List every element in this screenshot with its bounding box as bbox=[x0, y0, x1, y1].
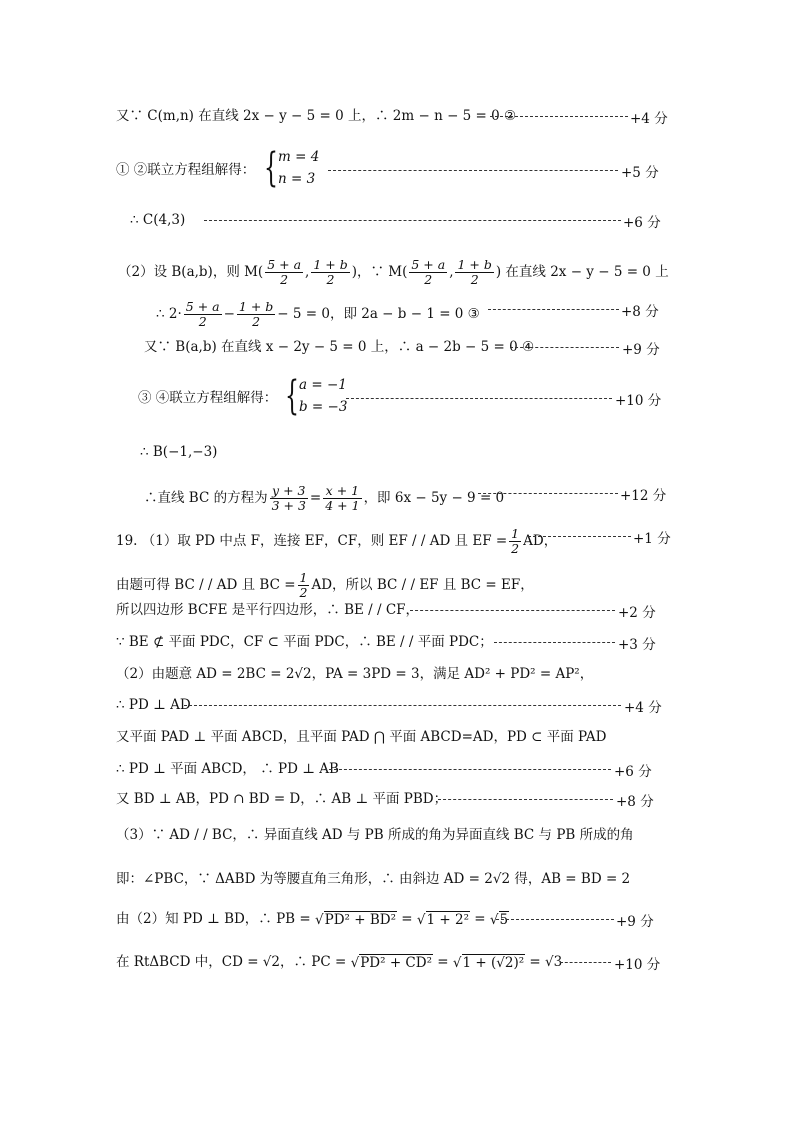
line-10-part-2: AD， bbox=[523, 533, 558, 549]
equals-sign: = bbox=[474, 911, 486, 927]
fraction bbox=[237, 300, 275, 329]
fraction bbox=[265, 258, 303, 287]
equals-sign: = bbox=[401, 911, 413, 927]
numerator: 1 bbox=[511, 526, 520, 541]
numerator: 1 + b bbox=[313, 257, 348, 272]
line-13-text: ∵ BE ⊄ 平面 PDC，CF ⊂ 平面 PDC，∴ BE / / 平面 PDC； bbox=[116, 634, 493, 650]
line-4-part-3: ) 在直线 2x − y − 5 = 0 上 bbox=[495, 264, 669, 280]
line-8 bbox=[0, 432, 794, 472]
fraction bbox=[311, 258, 349, 287]
score: +6 分 bbox=[623, 215, 661, 231]
square-root: √1 + 2² bbox=[416, 911, 469, 928]
dash-leader bbox=[346, 398, 612, 399]
line-7-prefix: ③ ④联立方程组解得： bbox=[138, 390, 278, 406]
numerator: 5 + a bbox=[185, 299, 220, 314]
score: +4 分 bbox=[624, 700, 662, 716]
score: +9 分 bbox=[616, 914, 654, 930]
result: = √3 bbox=[529, 954, 563, 970]
numerator: y + 3 bbox=[270, 484, 308, 499]
fraction bbox=[409, 258, 447, 287]
line-12-text: 所以四边形 BCFE 是平行四边形，∴ BE / / CF， bbox=[116, 602, 420, 618]
line-4: （2）设 B(a,b)，则 M( $\frac{5 + a}{2}$ , $\frac{1 + b}{2}$ )，∵ M( $\frac{5 + a}{2}$ , $\frac{1 + b}{2}$ ) 在直线 2x − y − 5 = 0 上 bbox=[118, 257, 669, 287]
denominator: 2 bbox=[280, 272, 289, 287]
dash-leader bbox=[478, 493, 618, 494]
square-root: √5 bbox=[489, 911, 509, 928]
dash-leader bbox=[488, 309, 619, 310]
dash-leader bbox=[324, 769, 611, 770]
line-2-prefix: ① ②联立方程组解得： bbox=[116, 162, 256, 178]
denominator: 2 bbox=[470, 272, 479, 287]
line-19 bbox=[0, 815, 794, 855]
numerator: 1 + b bbox=[457, 257, 492, 272]
square-root: √1 + (√2)² bbox=[452, 954, 525, 971]
dash-leader bbox=[438, 799, 613, 800]
square-root: √PD² + CD² bbox=[350, 954, 432, 971]
minus-sign: − bbox=[223, 306, 235, 322]
line-22 bbox=[0, 942, 794, 982]
line-9-part-3: ，即 6x − 5y − 9 = 0 bbox=[363, 490, 505, 506]
line-9-part-1: ∴直线 BC 的方程为 bbox=[144, 490, 268, 506]
line-4-part-1: （2）设 B(a,b)，则 M( bbox=[118, 264, 264, 280]
denominator: 2 bbox=[198, 314, 207, 329]
line-20-text: 即：∠PBC，∵ ΔABD 为等腰直角三角形，∴ 由斜边 AD = 2√2 得，AB = BD = 2 bbox=[116, 871, 631, 887]
dash-leader bbox=[410, 610, 615, 611]
left-brace: { bbox=[264, 145, 278, 191]
square-root: √PD² + BD² bbox=[315, 911, 396, 928]
numerator: x + 1 bbox=[323, 484, 361, 499]
line-3 bbox=[0, 200, 794, 240]
denominator: 2 bbox=[326, 272, 335, 287]
denominator: 2 bbox=[252, 314, 261, 329]
line-10-part-1: 19. （1）取 PD 中点 F，连接 EF，CF，则 EF / / AD 且 EF = bbox=[116, 533, 508, 549]
line-7 bbox=[0, 373, 794, 420]
system-eq-2: n = 3 bbox=[278, 171, 316, 187]
line-1 bbox=[0, 96, 794, 136]
radicand: 1 + 2² bbox=[426, 911, 469, 928]
score: +1 分 bbox=[633, 531, 671, 547]
dash-leader bbox=[184, 705, 621, 706]
denominator: 2 bbox=[424, 272, 433, 287]
dash-leader bbox=[510, 347, 619, 348]
fraction bbox=[455, 258, 493, 287]
line-10 bbox=[0, 514, 794, 558]
numerator: 5 + a bbox=[411, 257, 446, 272]
numerator: 1 bbox=[299, 570, 308, 585]
line-17-text: ∴ PD ⊥ 平面 ABCD， ∴ PD ⊥ AB bbox=[116, 761, 339, 777]
line-20 bbox=[0, 859, 794, 899]
dash-leader bbox=[204, 220, 621, 221]
system-eq-2: b = −3 bbox=[299, 399, 348, 415]
line-5-part-1: ∴ 2· bbox=[156, 306, 182, 322]
score: +5 分 bbox=[621, 165, 659, 181]
dash-leader bbox=[490, 116, 628, 117]
line-21 bbox=[0, 899, 794, 939]
line-8-text: ∴ B(−1,−3) bbox=[140, 444, 218, 460]
score: +12 分 bbox=[620, 488, 667, 504]
score: +10 分 bbox=[615, 393, 662, 409]
fraction bbox=[184, 300, 222, 329]
score: +4 分 bbox=[630, 111, 668, 127]
line-14-text: （2）由题意 AD = 2BC = 2√2，PA = 3PD = 3，满足 AD² + PD² = AP²， bbox=[116, 666, 594, 682]
radicand: 1 + (√2)² bbox=[462, 954, 525, 971]
dash-leader bbox=[560, 962, 611, 963]
line-3-text: ∴ C(4,3) bbox=[130, 212, 186, 228]
numerator: 5 + a bbox=[267, 257, 302, 272]
numerator: 1 + b bbox=[238, 299, 274, 314]
score: +6 分 bbox=[614, 764, 652, 780]
system-eq-1: m = 4 bbox=[278, 149, 320, 165]
line-5-part-3: − 5 = 0，即 2a − b − 1 = 0 ③ bbox=[277, 306, 480, 322]
line-16-text: 又平面 PAD ⊥ 平面 ABCD，且平面 PAD ⋂ 平面 ABCD=AD，PD ⊂ 平面 PAD bbox=[116, 729, 607, 745]
score: +10 分 bbox=[614, 957, 661, 973]
line-9 bbox=[0, 471, 794, 515]
line-4-part-2: )，∵ M( bbox=[351, 264, 408, 280]
line-18 bbox=[0, 779, 794, 819]
line-18-text: 又 BD ⊥ AB，PD ∩ BD = D，∴ AB ⊥ 平面 PBD； bbox=[116, 791, 448, 807]
dash-leader bbox=[528, 536, 631, 537]
equals-sign: = bbox=[437, 954, 449, 970]
denominator: 2 bbox=[299, 585, 308, 600]
radicand: 5 bbox=[499, 911, 509, 928]
fraction bbox=[509, 527, 521, 556]
line-11-part-2: AD，所以 BC / / EF 且 BC = EF， bbox=[311, 577, 534, 593]
denominator: 3 + 3 bbox=[271, 498, 306, 513]
line-6 bbox=[0, 327, 794, 367]
denominator: 2 bbox=[511, 541, 520, 556]
line-1-text: 又∵ C(m,n) 在直线 2x − y − 5 = 0 上，∴ 2m − n − 5 = 0 ② bbox=[116, 108, 517, 124]
denominator: 4 + 1 bbox=[325, 498, 360, 513]
dash-leader bbox=[328, 170, 618, 171]
system-eq-1: a = −1 bbox=[299, 377, 347, 393]
equals-sign: = bbox=[309, 490, 322, 506]
line-11-part-1: 由题可得 BC / / AD 且 BC = bbox=[116, 577, 296, 593]
score: +2 分 bbox=[618, 605, 656, 621]
dash-leader bbox=[494, 642, 615, 643]
line-19-text: （3）∵ AD / / BC，∴ 异面直线 AD 与 PB 所成的角为异面直线 BC 与 PB 所成的角 bbox=[116, 827, 634, 843]
dash-leader bbox=[496, 919, 614, 920]
left-brace: { bbox=[285, 373, 299, 419]
line-5 bbox=[0, 287, 794, 331]
line-6-text: 又∵ B(a,b) 在直线 x − 2y − 5 = 0 上，∴ a − 2b − 5 = 0 ④ bbox=[144, 339, 535, 355]
radicand: PD² + CD² bbox=[360, 954, 432, 971]
score: +3 分 bbox=[618, 637, 656, 653]
radicand: PD² + BD² bbox=[324, 911, 396, 928]
score: +8 分 bbox=[616, 794, 654, 810]
fraction bbox=[270, 484, 308, 513]
score: +9 分 bbox=[622, 342, 660, 358]
line-21-part-1: 由（2）知 PD ⊥ BD，∴ PB = bbox=[116, 911, 311, 927]
line-22-part-1: 在 RtΔBCD 中，CD = √2，∴ PC = bbox=[116, 954, 347, 970]
line-15-text: ∴ PD ⊥ AD bbox=[116, 697, 191, 713]
score: +8 分 bbox=[621, 304, 659, 320]
fraction bbox=[323, 484, 361, 513]
line-2 bbox=[0, 145, 794, 192]
